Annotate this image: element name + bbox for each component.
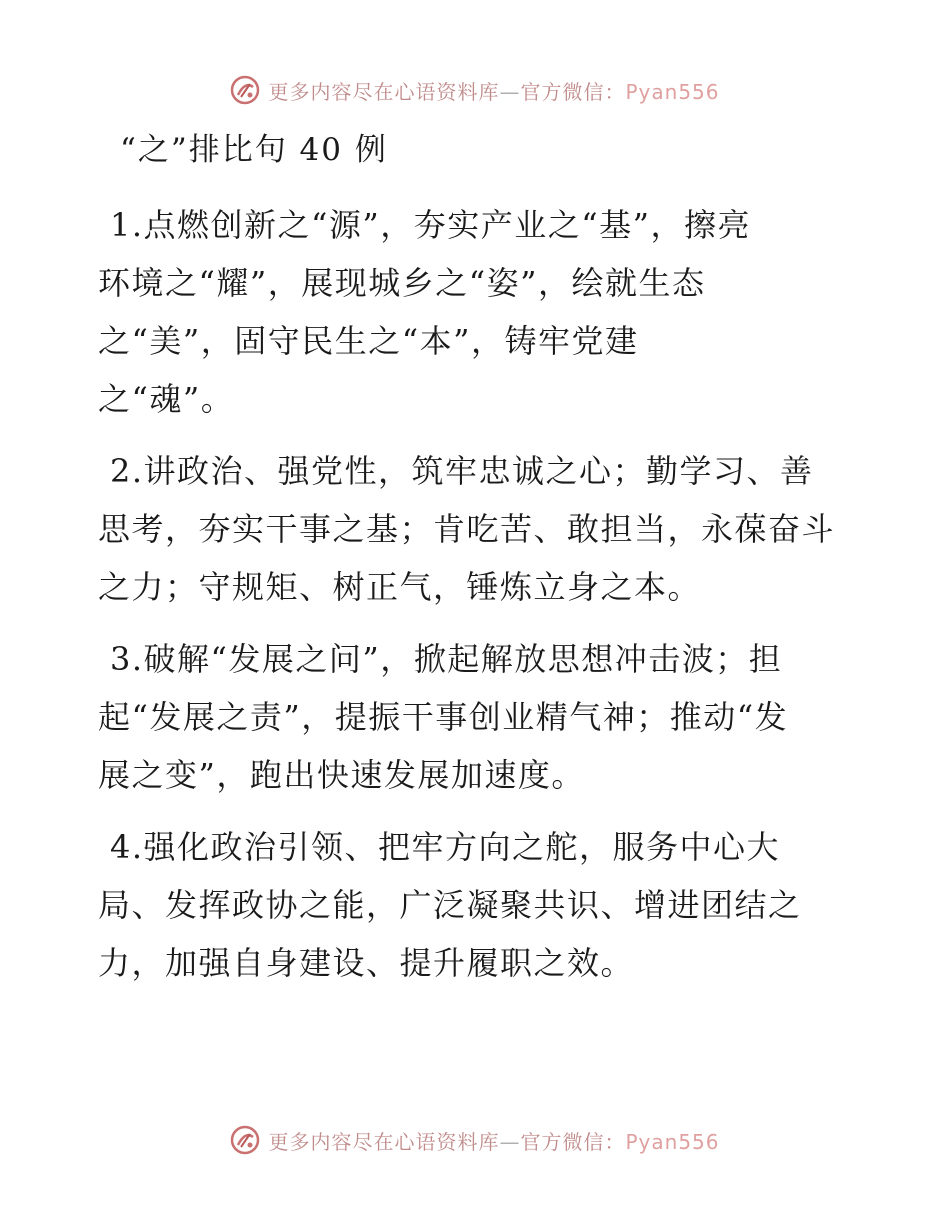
paragraph-1 [98, 196, 858, 428]
paragraph-line: 3.破解“发展之问”，掀起解放思想冲击波；担 [110, 640, 783, 678]
watermark-brand: 更多内容尽在心语资料库 [268, 79, 500, 104]
watermark-channel: 官方微信： [520, 1129, 626, 1154]
header-watermark [0, 70, 950, 110]
watermark-account: Pyan556 [625, 79, 720, 104]
paragraph-line: 之“美”，固守民生之“本”，铸牢党建 [98, 322, 639, 360]
document-title: “之”排比句 40 例 [120, 132, 388, 168]
paragraph-3 [98, 630, 858, 804]
paragraph-4 [98, 818, 858, 992]
footer-watermark [0, 1120, 950, 1160]
paragraph-line: 4.强化政治引领、把牢方向之舵，服务中心大 [110, 828, 781, 866]
paragraph-line: 2.讲政治、强党性，筑牢忠诚之心；勤学习、善 [110, 452, 814, 490]
paragraph-line: 之力；守规矩、树正气，锤炼立身之本。 [98, 568, 702, 606]
watermark-account: Pyan556 [625, 1129, 720, 1154]
paragraph-line: 局、发挥政协之能，广泛凝聚共识、增进团结之 [98, 886, 802, 924]
watermark-channel: 官方微信： [520, 79, 626, 104]
paragraph-line: 力，加强自身建设、提升履职之效。 [98, 944, 635, 982]
paragraph-line: 环境之“耀”，展现城乡之“姿”，绘就生态 [98, 264, 706, 302]
paragraph-line: 起“发展之责”，提振干事创业精气神；推动“发 [98, 698, 789, 736]
document-body [98, 196, 858, 1006]
paragraph-line: 思考，夯实干事之基；肯吃苦、敢担当，永葆奋斗 [98, 510, 836, 548]
watermark-separator: — [499, 79, 521, 104]
seal-logo-icon [230, 1125, 260, 1155]
seal-logo-icon [230, 75, 260, 105]
watermark-brand: 更多内容尽在心语资料库 [268, 1129, 500, 1154]
watermark-text [268, 76, 719, 105]
watermark-text [268, 1126, 719, 1155]
watermark-separator: — [499, 1129, 521, 1154]
paragraph-line: 展之变”，跑出快速发展加速度。 [98, 756, 585, 794]
paragraph-line: 1.点燃创新之“源”，夯实产业之“基”，擦亮 [110, 206, 751, 244]
paragraph-line: 之“魂”。 [98, 380, 235, 418]
paragraph-2 [98, 442, 858, 616]
